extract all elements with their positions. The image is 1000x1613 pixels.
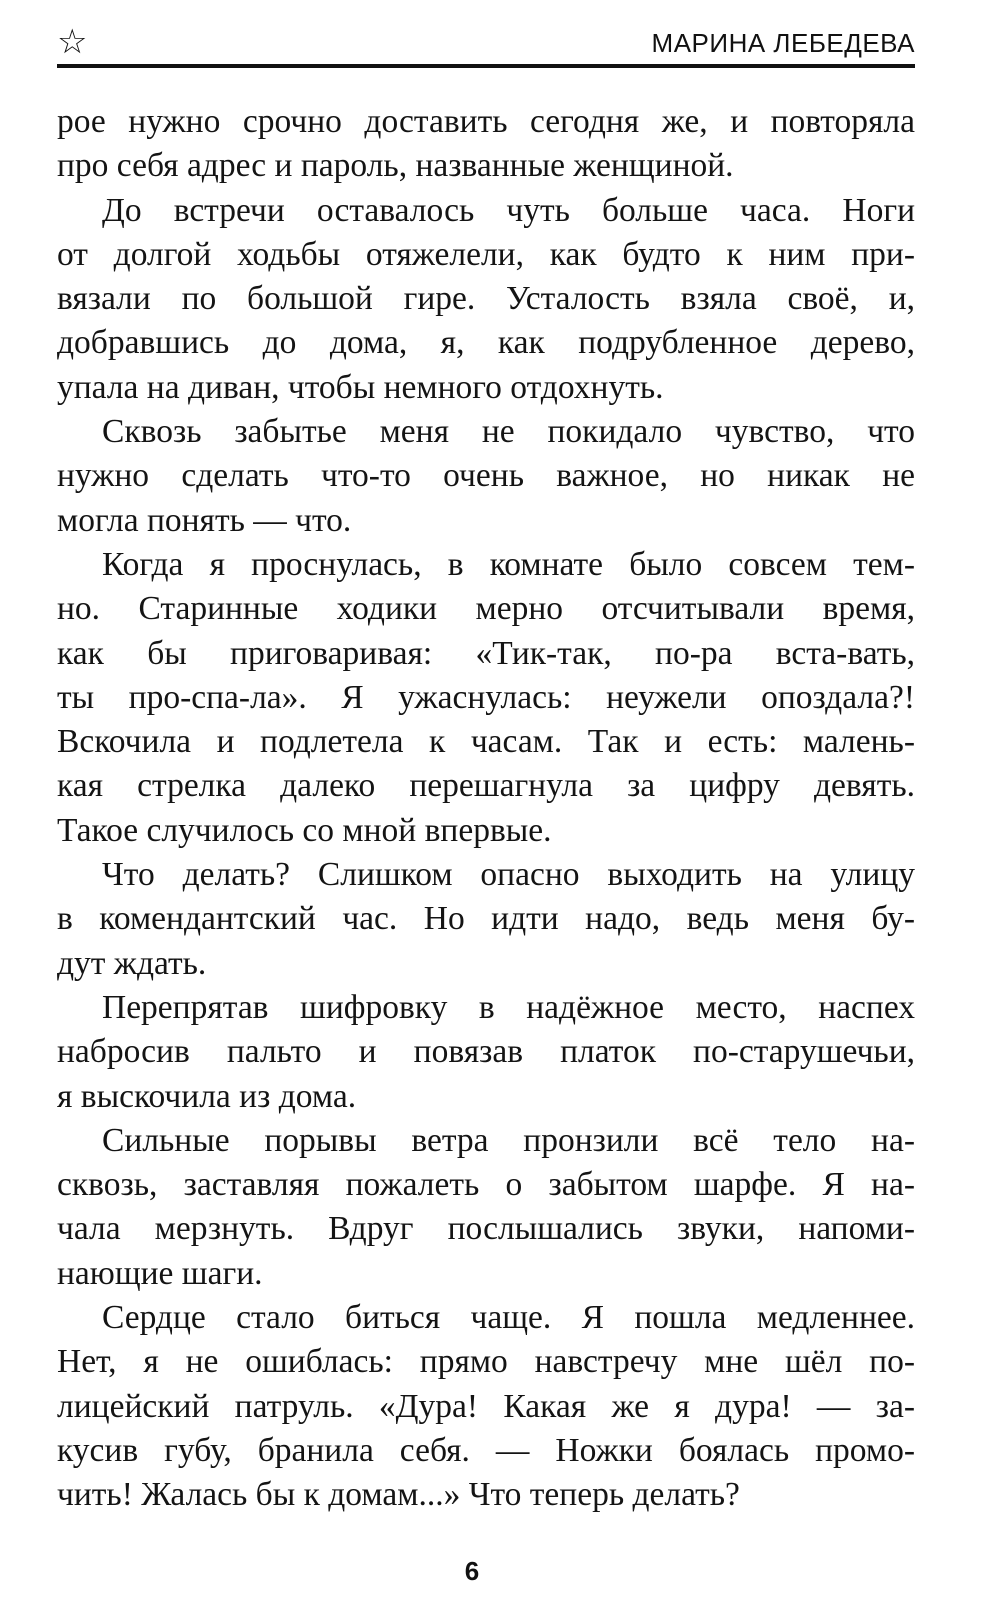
text-line: набросив пальто и повязав платок по-старушечьи,	[57, 1033, 915, 1071]
text-line: Сердце стало биться чаще. Я пошла медленнее.	[102, 1299, 915, 1337]
page-number: 6	[464, 1556, 480, 1586]
star-outline-icon: ☆	[57, 22, 88, 62]
text-line: добравшись до дома, я, как подрубленное дерево,	[57, 324, 915, 362]
text-line: Нет, я не ошиблась: прямо навстречу мне шёл по-	[57, 1343, 915, 1381]
text-line: чить! Жалась бы к домам...» Что теперь делать?	[57, 1476, 740, 1514]
text-line: но. Старинные ходики мерно отсчитывали время,	[57, 590, 915, 628]
text-line: рое нужно срочно доставить сегодня же, и повторяла	[57, 103, 915, 140]
body-text	[57, 100, 915, 1518]
text-line: нающие шаги.	[57, 1254, 263, 1292]
author-name: МАРИНА ЛЕБЕДЕВА	[651, 28, 915, 58]
text-line: сквозь, заставляя пожалеть о забытом шарфе. Я на-	[57, 1166, 915, 1204]
text-line: нужно сделать что-то очень важное, но никак не	[57, 457, 915, 495]
text-line: лицейский патруль. «Дура! Какая же я дура! — за-	[57, 1387, 915, 1425]
text-line: про себя адрес и пароль, названные женщиной.	[57, 147, 734, 185]
text-line: упала на диван, чтобы немного отдохнуть.	[57, 368, 664, 406]
text-line: чала мерзнуть. Вдруг послышались звуки, напоми-	[57, 1210, 915, 1248]
text-line: Когда я проснулась, в комнате было совсем тем-	[102, 545, 915, 583]
text-line: могла понять — что.	[57, 501, 352, 539]
text-line: Сквозь забытье меня не покидало чувство, что	[102, 413, 915, 451]
text-line: Такое случилось со мной впервые.	[57, 811, 552, 849]
text-line: я выскочила из дома.	[57, 1077, 357, 1115]
text-line: в комендантский час. Но идти надо, ведь меня бу-	[57, 900, 915, 938]
text-line: как бы приговаривая: «Тик-так, по-ра вста-вать,	[57, 634, 915, 672]
text-line: вязали по большой гире. Усталость взяла своё, и,	[57, 280, 915, 318]
running-header	[57, 22, 915, 62]
text-line: кая стрелка далеко перешагнула за цифру девять.	[57, 767, 915, 805]
text-line: от долгой ходьбы отяжелели, как будто к ним при-	[57, 235, 915, 273]
text-line: Сильные порывы ветра пронзили всё тело на-	[102, 1121, 915, 1159]
text-line: дут ждать.	[57, 944, 207, 982]
text-line: ты про-спа-ла». Я ужаснулась: неужели опоздала?!	[57, 678, 915, 716]
text-line: Что делать? Слишком опасно выходить на улицу	[102, 856, 915, 894]
text-line: кусив губу, бранила себя. — Ножки боялась промо-	[57, 1431, 915, 1469]
text-line: Вскочила и подлетела к часам. Так и есть: малень-	[57, 723, 915, 761]
header-rule	[57, 64, 915, 68]
text-line: До встречи оставалось чуть больше часа. Ноги	[102, 191, 915, 229]
text-line: Перепрятав шифровку в надёжное место, наспех	[102, 988, 915, 1026]
